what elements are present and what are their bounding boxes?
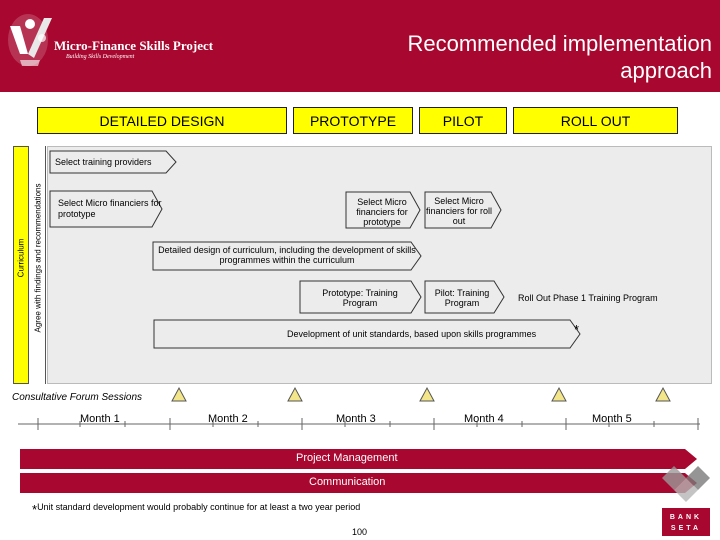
label-select-mf-rollout: Select Micro financiers for roll out <box>425 196 493 226</box>
label-pilot-training: Pilot: Training Program <box>434 288 490 308</box>
month-4-label: Month 4 <box>464 413 504 425</box>
label-select-mf-prototype: Select Micro financiers for prototype <box>58 198 162 219</box>
footnote-asterisk: * <box>32 502 38 517</box>
page-number: 100 <box>352 527 368 537</box>
unit-standards-asterisk: * <box>574 322 580 337</box>
forum-session-marker <box>172 388 186 401</box>
month-1-label: Month 1 <box>80 413 120 425</box>
label-unit-standards: Development of unit standards, based upon skills programmes <box>287 329 537 339</box>
agree-findings-label: Agree with findings and recommendations <box>33 183 43 333</box>
phase-pilot: PILOT <box>419 107 507 134</box>
month-2-label: Month 2 <box>208 413 248 425</box>
bank-logo-line1: BANK <box>669 514 703 521</box>
logo-tagline: Building Skills Development <box>66 54 135 60</box>
project-management-label: Project Management <box>296 452 398 464</box>
month-3-label: Month 3 <box>336 413 376 425</box>
footnote <box>32 502 360 517</box>
phase-roll-out: ROLL OUT <box>513 107 678 134</box>
bank-logo-line2: SETA <box>670 525 702 532</box>
footnote-text: Unit standard development would probably continue for at least a two year period <box>37 502 361 512</box>
month-5-label: Month 5 <box>592 413 632 425</box>
bank-seta-text <box>664 512 708 534</box>
forum-session-marker <box>552 388 566 401</box>
label-rollout-phase1: Roll Out Phase 1 Training Program <box>518 293 658 303</box>
label-prototype-training: Prototype: Training Program <box>322 288 398 308</box>
label-select-mf-prototype-2: Select Micro financiers for prototype <box>356 197 408 227</box>
curriculum-label: Curriculum <box>16 238 26 278</box>
communication-label: Communication <box>309 476 386 488</box>
label-select-training-providers: Select training providers <box>55 157 152 167</box>
logo-name: Micro-Finance Skills Project <box>54 38 214 53</box>
forum-session-marker <box>656 388 670 401</box>
forum-session-marker <box>420 388 434 401</box>
phase-prototype: PROTOTYPE <box>293 107 413 134</box>
forum-session-marker <box>288 388 302 401</box>
page-title: Recommended implementation approach <box>407 31 712 83</box>
label-detailed-design: Detailed design of curriculum, including the development of skills programmes within the curriculum <box>158 245 416 265</box>
phase-detailed-design: DETAILED DESIGN <box>37 107 287 134</box>
consultative-forum-label: Consultative Forum Sessions <box>12 392 143 403</box>
